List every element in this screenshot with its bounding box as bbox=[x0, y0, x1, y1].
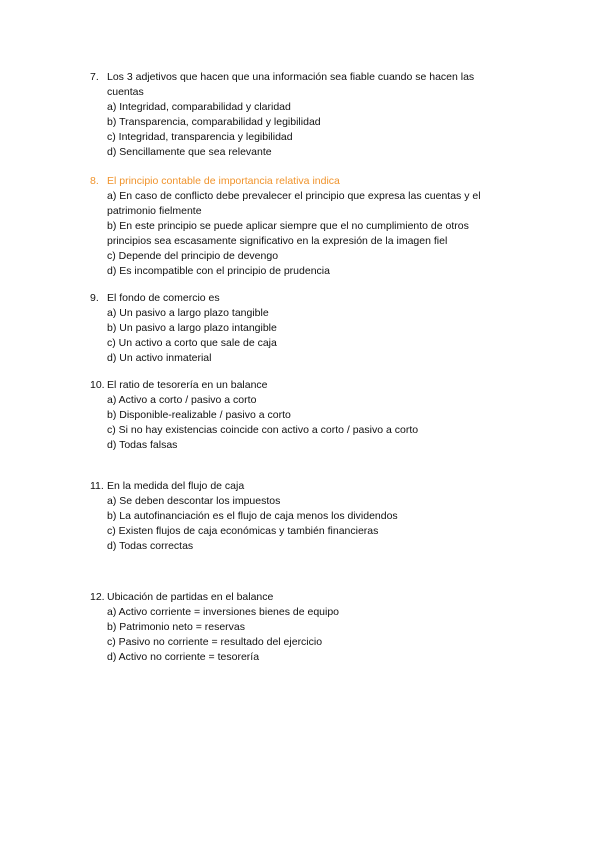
option-d: d) Sencillamente que sea relevante bbox=[107, 146, 272, 158]
question-number: 7. bbox=[90, 71, 99, 83]
question-text: El fondo de comercio es bbox=[107, 292, 220, 304]
option-d: d) Activo no corriente = tesorería bbox=[107, 651, 260, 663]
option-c: c) Depende del principio de devengo bbox=[107, 250, 279, 262]
question-11 bbox=[90, 479, 510, 554]
option-b: b) Un pasivo a largo plazo intangible bbox=[107, 322, 277, 334]
options-list bbox=[90, 605, 510, 665]
question-text: El ratio de tesorería en un balance bbox=[107, 379, 268, 391]
option-a: a) Activo corriente = inversiones bienes de equipo bbox=[107, 606, 340, 618]
question-header-highlighted bbox=[90, 174, 510, 189]
question-header bbox=[90, 479, 510, 494]
question-header bbox=[90, 590, 510, 605]
question-text: El principio contable de importancia relativa indica bbox=[107, 175, 340, 187]
options-list bbox=[90, 100, 510, 160]
option-a: a) Integridad, comparabilidad y claridad bbox=[107, 101, 291, 113]
option-a: a) En caso de conflicto debe prevalecer el principio que expresa las cuentas y el patrimonio fielmente bbox=[107, 190, 481, 217]
option-c: c) Existen flujos de caja económicas y también financieras bbox=[107, 525, 379, 537]
question-text: Ubicación de partidas en el balance bbox=[107, 591, 274, 603]
question-text: En la medida del flujo de caja bbox=[107, 480, 245, 492]
options-list bbox=[90, 189, 510, 279]
question-header bbox=[90, 70, 510, 100]
question-number: 11. bbox=[90, 480, 104, 492]
question-number: 9. bbox=[90, 292, 99, 304]
option-d: d) Un activo inmaterial bbox=[107, 352, 212, 364]
question-number: 8. bbox=[90, 175, 99, 187]
option-c: c) Un activo a corto que sale de caja bbox=[107, 337, 277, 349]
option-b: b) La autofinanciación es el flujo de caja menos los dividendos bbox=[107, 510, 398, 522]
option-a: a) Activo a corto / pasivo a corto bbox=[107, 394, 257, 406]
question-header bbox=[90, 291, 510, 306]
option-c: c) Integridad, transparencia y legibilidad bbox=[107, 131, 293, 143]
question-10 bbox=[90, 378, 510, 453]
options-list bbox=[90, 306, 510, 366]
question-8 bbox=[90, 174, 510, 279]
option-b: b) Transparencia, comparabilidad y legibilidad bbox=[107, 116, 321, 128]
option-b: b) Patrimonio neto = reservas bbox=[107, 621, 246, 633]
question-text: Los 3 adjetivos que hacen que una información sea fiable cuando se hacen las cuentas bbox=[107, 71, 475, 98]
question-12 bbox=[90, 590, 510, 665]
question-number: 10. bbox=[90, 379, 105, 391]
option-d: d) Todas falsas bbox=[107, 439, 178, 451]
question-7 bbox=[90, 70, 510, 160]
option-d: d) Es incompatible con el principio de prudencia bbox=[107, 265, 330, 277]
options-list bbox=[90, 393, 510, 453]
option-a: a) Se deben descontar los impuestos bbox=[107, 495, 281, 507]
question-header bbox=[90, 378, 510, 393]
option-c: c) Pasivo no corriente = resultado del ejercicio bbox=[107, 636, 323, 648]
option-b: b) Disponible-realizable / pasivo a corto bbox=[107, 409, 291, 421]
question-9 bbox=[90, 291, 510, 366]
question-number: 12. bbox=[90, 591, 105, 603]
option-d: d) Todas correctas bbox=[107, 540, 194, 552]
options-list bbox=[90, 494, 510, 554]
option-c: c) Si no hay existencias coincide con activo a corto / pasivo a corto bbox=[107, 424, 419, 436]
option-b: b) En este principio se puede aplicar siempre que el no cumplimiento de otros principios sea escasamente significativo en la expresión de la imagen fiel bbox=[107, 220, 469, 247]
option-a: a) Un pasivo a largo plazo tangible bbox=[107, 307, 269, 319]
